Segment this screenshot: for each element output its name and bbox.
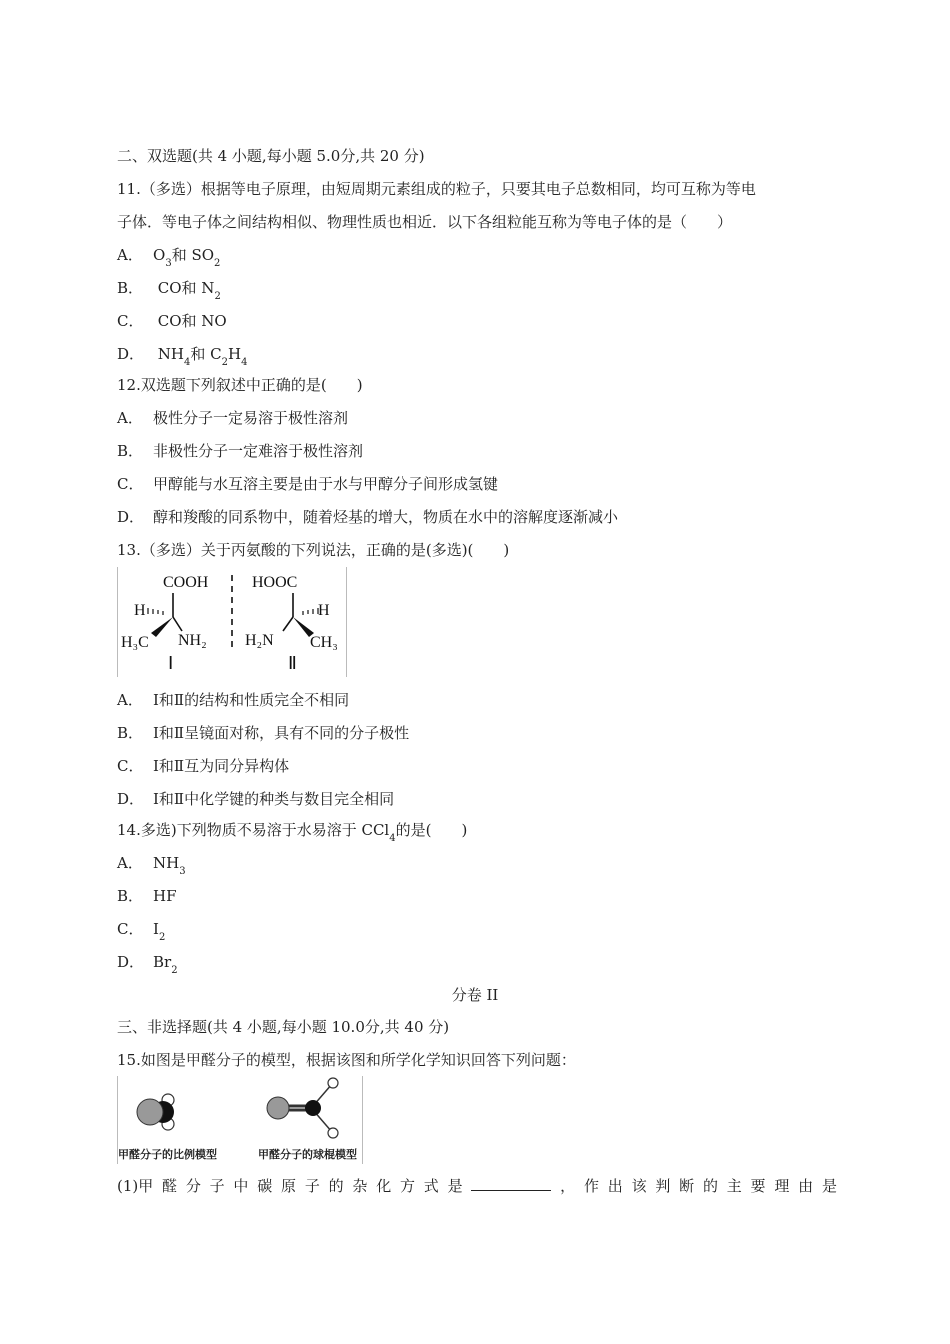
- text-char: 由: [798, 1177, 814, 1195]
- left-h-label: H: [134, 602, 146, 619]
- left-nh2-label: NH₂: [178, 632, 207, 649]
- subscript: 3: [179, 866, 186, 877]
- option-text: Br: [153, 953, 172, 971]
- subscript: 2: [221, 357, 228, 368]
- subscript: 2: [171, 965, 178, 976]
- option-letter: B．: [117, 724, 144, 742]
- q11-option-c: [117, 311, 227, 331]
- text-char: 出: [607, 1177, 623, 1195]
- text-char: 作: [583, 1177, 599, 1195]
- option-text: HF: [153, 887, 177, 905]
- q13-option-c: [117, 756, 289, 776]
- text-char: 杂: [352, 1177, 368, 1195]
- option-letter: D．: [117, 345, 145, 363]
- q12-stem: 12.双选题下列叙述中正确的是( ): [117, 376, 363, 394]
- q14-option-b: [117, 886, 177, 906]
- option-letter: B．: [117, 442, 144, 460]
- alanine-enantiomer-figure: [117, 567, 347, 677]
- option-text: CO和 N: [153, 279, 215, 297]
- option-letter: D．: [117, 953, 145, 971]
- stem-text: 的是( ): [395, 821, 468, 839]
- text-char: 碳: [257, 1177, 273, 1195]
- text-char: (1)甲: [117, 1177, 154, 1195]
- text-char: 要: [750, 1177, 766, 1195]
- subscript: 2: [214, 291, 221, 302]
- option-text: NH: [153, 345, 184, 363]
- option-text: Ⅰ和Ⅱ互为同分异构体: [153, 757, 290, 775]
- option-text: Ⅰ和Ⅱ中化学键的种类与数目完全相同: [153, 790, 395, 808]
- right-hooc-label: HOOC: [252, 574, 298, 591]
- text-char: 的: [328, 1177, 344, 1195]
- option-letter: C．: [117, 475, 144, 493]
- subscript: 2: [214, 258, 221, 269]
- text-char: 的: [702, 1177, 718, 1195]
- text-char: 该: [631, 1177, 647, 1195]
- space-filling-caption: 甲醛分子的比例模型: [118, 1148, 217, 1161]
- section-heading-non-choice: 三、非选择题(共 4 小题,每小题 10.0分,共 40 分): [117, 1018, 450, 1036]
- text-char: 式: [423, 1177, 439, 1195]
- option-letter: B．: [117, 887, 144, 905]
- q15-stem: 15.如图是甲醛分子的模型，根据该图和所学化学知识回答下列问题：: [117, 1051, 576, 1069]
- text-char: 理: [774, 1177, 790, 1195]
- left-molecule-label: Ⅰ: [168, 653, 174, 673]
- q12-option-d: [117, 507, 618, 527]
- option-letter: D．: [117, 508, 145, 526]
- right-nh2-label: H₂N: [245, 632, 274, 649]
- option-letter: B．: [117, 279, 144, 297]
- option-text: 非极性分子一定难溶于极性溶剂: [153, 442, 364, 460]
- option-letter: C．: [117, 312, 144, 330]
- q12-option-b: [117, 441, 363, 461]
- option-text: Ⅰ和Ⅱ呈镜面对称，具有不同的分子极性: [153, 724, 410, 742]
- option-letter: C．: [117, 920, 144, 938]
- q13-option-a: [117, 690, 349, 710]
- option-text: 醇和羧酸的同系物中，随着烃基的增大，物质在水中的溶解度逐渐减小: [153, 508, 619, 526]
- text-char: 主: [726, 1177, 742, 1195]
- text-char: 断: [679, 1177, 695, 1195]
- q11-stem-line2: 子体．等电子体之间结构相似、物理性质也相近．以下各组粒能互称为等电子体的是（ ）: [117, 213, 733, 231]
- q15-subquestion-1: [117, 1176, 837, 1196]
- option-text: 甲醇能与水互溶主要是由于水与甲醇分子间形成氢键: [153, 475, 499, 493]
- subscript: 2: [158, 932, 166, 943]
- text-char: ，: [560, 1177, 576, 1195]
- text-char: 判: [655, 1177, 671, 1195]
- option-text: O: [153, 246, 166, 264]
- text-char: 子: [304, 1177, 320, 1195]
- q14-option-d: [117, 952, 178, 981]
- part-two-title: 分卷 II: [451, 986, 499, 1004]
- subscript: 4: [183, 357, 191, 368]
- left-cooh-label: COOH: [163, 574, 209, 591]
- formaldehyde-models-svg: [118, 1076, 362, 1164]
- q13-stem: 13.（多选）关于丙氨酸的下列说法，正确的是(多选)( ): [117, 541, 510, 559]
- left-ch3-label: H₃C: [121, 634, 149, 651]
- right-h-label: H: [318, 602, 330, 619]
- q12-option-c: [117, 474, 498, 494]
- text-char: 子: [209, 1177, 225, 1195]
- option-text: NH: [153, 854, 180, 872]
- text-char: 化: [376, 1177, 392, 1195]
- text-char: 中: [233, 1177, 249, 1195]
- q11-option-d: [117, 344, 247, 373]
- option-text: CO和 NO: [153, 312, 227, 330]
- text-char: 分: [185, 1177, 201, 1195]
- text-char: 是: [821, 1177, 837, 1195]
- stem-text: 14.多选)下列物质不易溶于水易溶于 CCl: [117, 821, 390, 839]
- option-letter: A．: [117, 854, 143, 872]
- option-text: 极性分子一定易溶于极性溶剂: [153, 409, 349, 427]
- q14-option-a: [117, 853, 186, 882]
- option-text: I: [153, 920, 159, 938]
- formaldehyde-model-figure: [117, 1076, 363, 1164]
- answer-blank[interactable]: [471, 1176, 551, 1191]
- option-text: Ⅰ和Ⅱ的结构和性质完全不相同: [153, 691, 350, 709]
- subscript: 4: [241, 357, 248, 368]
- option-text: H: [227, 345, 242, 363]
- text-char: 是: [447, 1177, 463, 1195]
- q13-option-d: [117, 789, 394, 809]
- text-char: 原: [281, 1177, 297, 1195]
- text-char: 方: [400, 1177, 416, 1195]
- option-text: 和 SO: [171, 246, 215, 264]
- q14-option-c: [117, 919, 165, 948]
- subscript: 3: [165, 258, 172, 269]
- right-molecule-label: Ⅱ: [288, 653, 297, 673]
- option-letter: A．: [117, 246, 143, 264]
- q14-stem: [117, 820, 467, 849]
- alanine-structures-svg: [118, 567, 346, 677]
- option-letter: A．: [117, 409, 143, 427]
- q11-option-a: [117, 245, 220, 274]
- ball-stick-caption: 甲醛分子的球棍模型: [258, 1148, 357, 1161]
- option-letter: A．: [117, 691, 143, 709]
- q12-option-a: [117, 408, 348, 428]
- section-heading-double-choice: 二、双选题(共 4 小题,每小题 5.0分,共 20 分): [117, 147, 425, 165]
- option-letter: C．: [117, 757, 144, 775]
- q11-stem-line1: 11.（多选）根据等电子原理，由短周期元素组成的粒子，只要其电子总数相同，均可互称为等电: [117, 180, 756, 198]
- option-letter: D．: [117, 790, 145, 808]
- q11-option-b: [117, 278, 221, 307]
- text-char: 醛: [162, 1177, 178, 1195]
- right-ch3-label: CH₃: [310, 634, 338, 651]
- option-text: 和 C: [190, 345, 222, 363]
- subscript: 4: [389, 833, 396, 844]
- q13-option-b: [117, 723, 409, 743]
